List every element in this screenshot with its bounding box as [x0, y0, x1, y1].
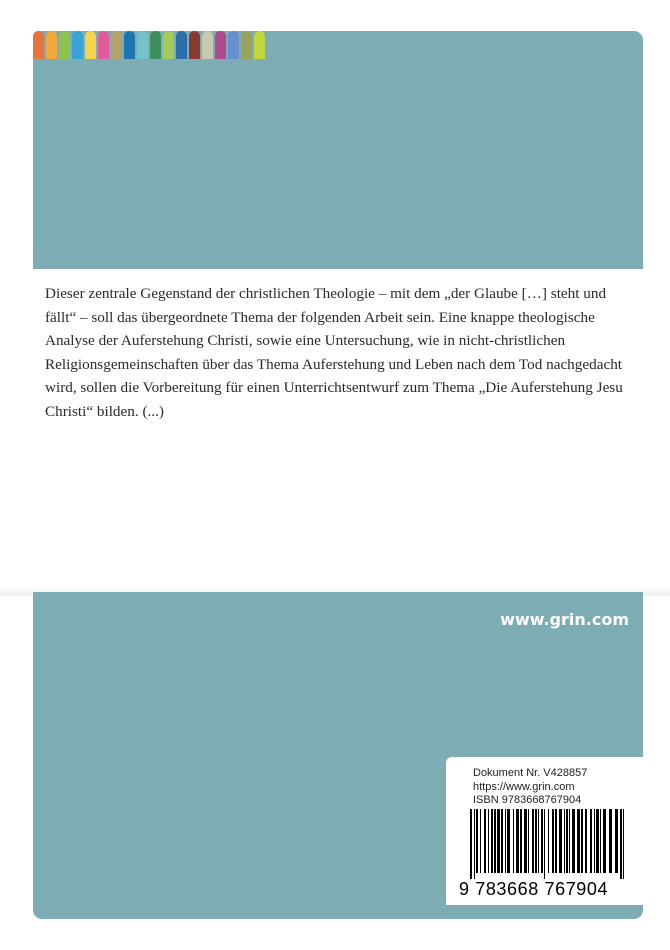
barcode-bar: [603, 809, 606, 873]
barcode-bar: [541, 809, 543, 873]
barcode-bar: [476, 809, 478, 873]
barcode-bar: [491, 809, 493, 873]
barcode-bar: [594, 809, 595, 873]
color-tab: [150, 31, 161, 59]
publisher-website: www.grin.com: [500, 610, 629, 629]
color-tab: [72, 31, 83, 59]
barcode-bar: [488, 809, 489, 873]
barcode-bar: [532, 809, 534, 873]
barcode-bar: [520, 809, 522, 873]
barcode-bar: [470, 809, 472, 879]
color-tab: [111, 31, 122, 59]
barcode-bar: [569, 809, 570, 873]
barcode-bar: [590, 809, 592, 873]
barcode-bar: [494, 809, 496, 873]
barcode-bar: [548, 809, 549, 873]
color-tab: [85, 31, 96, 59]
barcode-bar: [524, 809, 527, 873]
barcode-bar: [516, 809, 519, 873]
isbn-info: [473, 767, 587, 808]
color-tab: [124, 31, 135, 59]
document-number: Dokument Nr. V428857: [473, 767, 588, 779]
barcode-bar: [620, 809, 622, 879]
color-tab: [33, 31, 44, 59]
color-tab: [137, 31, 148, 59]
color-tab: [98, 31, 109, 59]
barcode-bar: [564, 809, 565, 873]
color-tab: [228, 31, 239, 59]
color-tab: [163, 31, 174, 59]
color-tab: [189, 31, 200, 59]
color-tab: [46, 31, 57, 59]
barcode-bar: [566, 809, 568, 873]
barcode-bar: [513, 809, 514, 873]
barcode-bar: [572, 809, 575, 873]
barcode-bar: [497, 809, 500, 873]
barcode-bar: [559, 809, 562, 873]
top-cover-panel: [33, 31, 643, 269]
color-tab: [202, 31, 213, 59]
barcode-bar: [615, 809, 618, 873]
barcode-bar: [544, 809, 545, 879]
color-tab-strip: [33, 31, 268, 59]
barcode-bar: [596, 809, 599, 873]
cover-blurb: Dieser zentrale Gegenstand der christlichen Theologie – mit dem „der Glaube […] steht und fällt“ – soll das übergeordnete Thema der folgenden Arbeit sein. Eine knappe theologische Analyse der Auferstehung Christi, sowie eine Untersuchung, wie in nicht-christlichen Religionsgemeinschaften über das Thema Auferstehung und Leben nach dem Tod nachgedacht wird, sollen die Vorbereitung für einen Unterrichtsentwurf zum Thema „Die Auferstehung Jesu Christi“ bilden. (...): [45, 285, 623, 420]
barcode-bar: [623, 809, 624, 879]
barcode-bar: [555, 809, 557, 873]
barcode-digits: 9 783668 767904: [459, 879, 609, 899]
barcode-bar: [577, 809, 580, 873]
barcode-bar: [609, 809, 612, 873]
barcode: [468, 809, 628, 879]
color-tab: [254, 31, 265, 59]
barcode-bar: [507, 809, 510, 873]
barcode-bar: [474, 809, 475, 879]
barcode-bar: [552, 809, 554, 873]
barcode-bar: [538, 809, 539, 873]
color-tab: [59, 31, 70, 59]
color-tab: [241, 31, 252, 59]
barcode-bar: [484, 809, 486, 873]
barcode-bar: [585, 809, 587, 873]
barcode-bar: [528, 809, 529, 873]
barcode-bar: [535, 809, 537, 873]
isbn-box: [446, 757, 643, 905]
document-url: https://www.grin.com: [473, 780, 575, 793]
barcode-bar: [505, 809, 506, 873]
barcode-bar: [600, 809, 601, 873]
isbn-number: ISBN 9783668767904: [473, 794, 582, 806]
barcode-bar: [501, 809, 503, 873]
bottom-cover-panel: [33, 592, 643, 919]
barcode-bar: [480, 809, 481, 873]
color-tab: [176, 31, 187, 59]
color-tab: [215, 31, 226, 59]
barcode-bar: [581, 809, 583, 873]
